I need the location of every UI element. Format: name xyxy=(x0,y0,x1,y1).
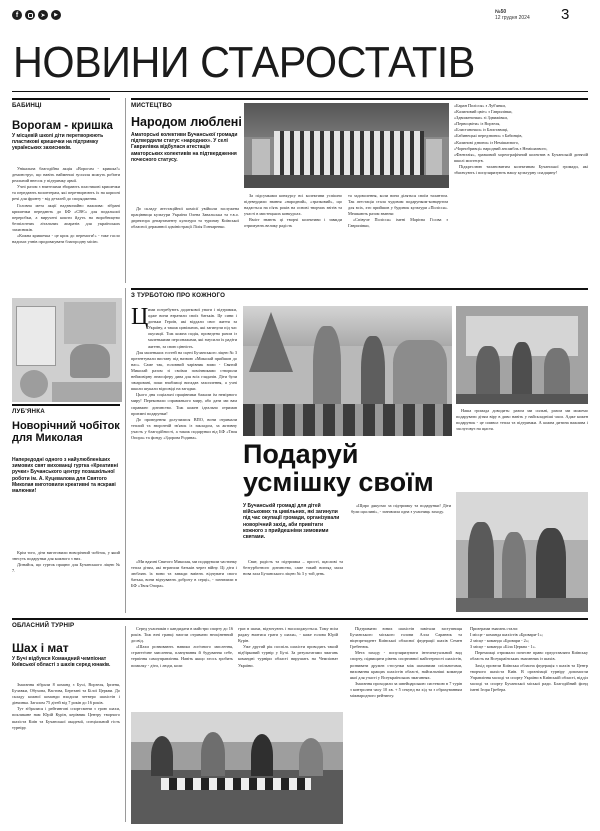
children-event-photo xyxy=(243,306,452,436)
page-title: НОВИНИ СТАРОСТАТІВ xyxy=(13,38,475,87)
paragraph: Змагання проходили за швейцарською системою в 7 турів з контролем часу 10 хв. + 5 секунд на хід та з обрахуванням міжнародного рейтингу. xyxy=(350,680,462,699)
body-mystetstvo-3 xyxy=(348,193,448,283)
lead-mystetstvo: Аматорські колективи Бучанської громади підтвердили статус «народних». У селі Гаврилівка відбулася атестація аматорських колективів на підтвердження почесного статусу. xyxy=(131,132,238,163)
section-bar xyxy=(131,98,588,100)
body-turbota-3 xyxy=(243,559,343,611)
issue-date: 12 грудня 2024 xyxy=(495,15,530,21)
paragraph: «Співуче Полісся» імені Марієва Гісова з Гаврилівки, xyxy=(348,217,448,229)
list-item: І місце - команда шахістів «Бровари-1»; xyxy=(470,632,543,638)
lead-babyntsi: У місцевій школі діти перетворюють пластикові кришечки на підтримку українських захисників. xyxy=(12,133,104,152)
section-label-mystetstvo: МИСТЕЦТВО xyxy=(131,102,173,109)
headline-mystetstvo: Народом люблені xyxy=(131,115,242,129)
body-turbota-right xyxy=(456,408,588,486)
paragraph: «Кожна кришечка - це крок до перемоги!» - таке гасло надихає учнів продовжувати благородну місію. xyxy=(12,233,120,245)
section-bar xyxy=(12,618,588,620)
list-item: «Блистаночки» із Блиставиці, xyxy=(454,127,509,133)
body-mystetstvo-1 xyxy=(131,206,239,282)
paragraph: Наша громада доводить: разом ми сильні, разом ми можемо подарувати дітям віру в диво навіть у найскладніші часи. Адже кожен подарунок - це символ тепла та підтримки. А кожна дитина важлива і заслуговує на щастя. xyxy=(456,408,588,432)
paragraph: «Шахи розвивають навики логічного мислення, стратегічне мислення, планування й будування себе, терпіння самоуправління. Навіть якщо хтось зробить помилку - діти, і люди, коли xyxy=(131,644,233,668)
lead-turbota: У Бучанській громаді для дітей військових та цивільних, які загинули під час окупації громади, організували новорічний захід, аби привітати кожного з прийдешніми зимовими святами. xyxy=(243,503,340,541)
headline-lubianka: Новорічний чобіток для Миколая xyxy=(12,420,120,444)
gifts-photo xyxy=(456,492,588,612)
youtube-icon[interactable]: ▶ xyxy=(51,10,61,20)
lead-tournament: У Бучі відбувся Командний чемпіонат Київської області з шахів серед юнаків. xyxy=(12,656,111,669)
paragraph: Цього дня соціальні працівники бажали їм немірного миру! Переконали справжнього миру, або дати ми вам справжнє дитинство. Тож кожен ідеально отримав приємні подарунки! xyxy=(131,392,237,416)
paragraph: Дізнайся, що гурток працює для Бучанського ліцею № 7. xyxy=(12,562,120,574)
telegram-icon[interactable]: ➤ xyxy=(38,10,48,20)
headline-tournament: Шах і мат xyxy=(12,641,69,655)
section-bar xyxy=(131,288,588,290)
headline-babyntsi: Ворогам - кришка xyxy=(12,120,113,132)
paragraph: До складу атестаційної комісії увійшли заслужена працівниця культури України Олена Завальська та т.в.о. директора департаменту культури та туризму Київської обласної державної адміністрації Лілія Гончаренко. xyxy=(131,206,239,230)
body-babyntsi xyxy=(12,166,120,294)
paragraph: Тут зібралися і рейтингові спортсмени з грою шахи, покликане нам Юрій Курін, керівник Центру творчого шахіста Київ та Бучанської академії, спеціальний гість турніру. xyxy=(12,706,120,730)
paragraph: грає в шахи, відточують і насолоджується. Тому всім раджу вчитися грати у шахи», - каже голова Юрій Курін. xyxy=(238,626,338,644)
paragraph: Учні разом з вчителями збирають пластикові кришечки та передають волонтерам, які перетворюють їх на корисні речі для фронту - від деталей до спорядження. xyxy=(12,184,120,202)
paragraph: ими потребують додаткової уваги і підтримки, адже вони втратили своїх батьків. Це сини і доньки Героїв, які віддали своє життя за Україну, а також цивільних, які загинули під час окупації. Тож кожна подія, проведена разом із маленькими персонажами, які змусили їх радіти життю, за свою цінність. xyxy=(148,307,237,349)
body-turbota-2 xyxy=(131,559,237,613)
facebook-icon[interactable]: f xyxy=(12,10,22,20)
column-rule xyxy=(125,98,126,283)
social-icons xyxy=(12,10,61,22)
body-mystetstvo-list xyxy=(454,103,588,283)
list-item: «Калиновий цвіт» з Гаврилівки, xyxy=(454,109,513,115)
body-lubianka xyxy=(12,550,120,610)
paragraph: Призерами змагань стали: xyxy=(470,626,518,631)
instagram-icon[interactable] xyxy=(25,10,35,20)
paragraph: Підкреслюю талановитим колективам Бучанської громади, які збагачують і популяризують нашу культурну спадщину! xyxy=(454,163,588,176)
section-label-tournament: ОБЛАСНИЙ ТУРНІР xyxy=(12,622,75,629)
section-label-turbota: З ТУРБОТОЮ ПРО КОЖНОГО xyxy=(131,292,226,299)
body-turbota-1 xyxy=(131,304,237,555)
paragraph: Змагання зібрали 8 команд з Бучі, Ворзеля, Ірпеня, Бучавки, Обухова, Вастова, Березані та Білої Церкви. До складу кожної команди входили четверо шахістів і дівчинка. Загалом 75 дітей від 7 років до 16 років. xyxy=(12,682,120,706)
list-item: 2 місце - команда «Бровари - 2»; xyxy=(470,638,530,644)
paragraph: Уже другий рік поспіль шахісти проводять такий відбірковий турнір у Бучі. За результатами змагань командні турніри області вирушать на Чемпіонат України. xyxy=(238,644,338,668)
paragraph: Переможці отримали почесне право представляти Київську область на Всеукраїнських змаганнях із шахів. xyxy=(470,650,588,662)
body-tournament-2 xyxy=(131,626,233,708)
paragraph: Серед учасників є кандидати в майстри спорту до 16 років. Тож юні гравці змогли отримати неоціненний досвід. xyxy=(131,626,233,644)
babyntsi-photo xyxy=(12,298,122,402)
paragraph: Унікальна благодійна акція «Ворогам - кришка!» демонструє, що навіть найменші зусилля можуть робити реальний внесок у підтримку армії. xyxy=(12,166,120,184)
issue-info xyxy=(495,9,555,21)
paragraph: Головна мета акції надзвичайно важлива: зібрані кришечки передають до БФ «СВЄ» для подальшої переробки, а виручені кошти йдуть на виробництво безпілотних літальних апаратів для українських захисників. xyxy=(12,202,120,232)
column-rule xyxy=(125,626,126,822)
choir-photo xyxy=(244,103,449,188)
section-bar xyxy=(12,98,110,100)
paragraph: До проведення долучилися ВПО, вони отримали теплий та зворотній зв'язок із закладом, за активну участь у благодійності, а також подарунки від БФ «Твоя Опора» та фонду «Здорова Родина». xyxy=(131,416,237,440)
body-tournament-1 xyxy=(12,682,120,822)
paragraph: Для маленьких гостей на сцені Бучанського ліцею № 3 презентували виставу під назвою «Миколай прийшов до нас». Саме так, головний чарівник зими - Святий Миколай разом зі своїми помічниками створили неймовірну атмосферу дива для всіх глядачів. Діти були зачаровані, поки вчаблищі вигадав захоплення, а учні школи шукали відповіді на загадки. xyxy=(131,349,237,392)
section-label-lubianka: ЛУБ'ЯНКА xyxy=(12,408,45,415)
paragraph: Крім того, діти виготовили новорічний чобіток, у який знесуть подарунки для кожного з них. xyxy=(12,550,120,562)
list-item: «Чорнобривці» народний ансамбль з Немішаєвого, xyxy=(454,145,548,151)
paragraph: «Щиро дякуємо за підтримку та подарунки! Діти були щасливі», - зазначила одна з учасниць заходу. xyxy=(351,503,451,515)
list-item: «Баран Полісся» з Луб'янки, xyxy=(454,103,506,108)
list-item: «Калинові дзвони» із Немішаєвого, xyxy=(454,139,519,145)
section-label-babyntsi: БАБИНЦІ xyxy=(12,102,42,109)
body-tournament-4 xyxy=(350,626,462,822)
title-underline xyxy=(12,91,588,92)
list-item: «Первоцвіти» із Ворзеля, xyxy=(454,121,501,127)
section-bar xyxy=(12,404,120,406)
issue-number: №50 xyxy=(495,9,507,15)
paragraph: Свят, радість та підтримка – прості, щасливі та безтурботного дитинства, саме такий вигляд мала нова зала Бучанського ліцею № 3 у той день. xyxy=(243,559,343,577)
paragraph: За підсумками конкурсу всі колективи успішно підтвердили звання «народний», «зразковий», що надається на п'ять років на основі творчих звітів та участі в мистецьких конкурсах. xyxy=(244,193,342,217)
dropcap: Ц xyxy=(131,304,149,330)
list-item: «Здвиженочки» зі Здвижівки, xyxy=(454,115,508,121)
list-item: 3 місце - команда «Біла Церква - 1». xyxy=(470,644,536,650)
body-tournament-5 xyxy=(470,626,588,822)
headline-turbota: Подаруй усмішку своїм xyxy=(243,439,434,497)
lead-lubianka: Напередодні одного з найулюбленіших зимових свят вихованці гуртка «Креативні ручки» Бучанського центру позашкільної роботи ім. А. Куцевалова для Святого Миколая виготовили креативні та яскраві малюнки! xyxy=(12,457,118,495)
chess-photo xyxy=(131,712,343,824)
list-item: «Фантазія», зразковий хореографічний колектив в Бучанській дитячій школі мистецтв. xyxy=(454,151,588,163)
body-tournament-3 xyxy=(238,626,338,708)
list-item: «Бабинецькі передзвони» з Бабинців, xyxy=(454,133,523,139)
body-mystetstvo-2 xyxy=(244,193,342,283)
paragraph: Захід провели Київська обласна федерація з шахів та Центр творчого шахіста Київ. В організації турніру допомогли Управління молоді та спорту України в Київській області, відділ молоді та спорту Бучанської міської ради. Благодійний фонд імені Ігоря Гребера. xyxy=(470,662,588,692)
body-turbota-quote xyxy=(351,503,451,543)
page-number: 3 xyxy=(561,6,570,23)
paragraph: «Ми вдячні Святого Миколая, ми подарували частинку тепла дітям, які втратили батьків через війну. Ці діти і люблять їх вони та завжди вміють відчувати свого батька, вони відчувають доброту в серці», - зазначили в БФ «Твоя Опора». xyxy=(131,559,237,589)
paragraph: Підтримати юних шахістів завітали заступниця Бучанського міського голови Алла Саранюк та віцепрезидент Київської обласної федерації шахів Семен Гребенюк. xyxy=(350,626,462,650)
paragraph: Вміст знають ці творчі колективи і завжди отримують велику радість xyxy=(244,217,342,229)
column-rule xyxy=(125,288,126,613)
stage-photo xyxy=(456,306,588,404)
paragraph: Мета заходу - популяризувати інтелектуальний вид спорту, підвищити рівень спортивної майстерності шахістів, розвивати дружнє стосунки між шаховими спільнотами, виховання кращих шахістів області, найсильніші команди якої для участі у Всеукраїнських змаганнях. xyxy=(350,650,462,680)
paragraph: та задоволення, коли вони діляться своїм талантом. Так атестація стала чудовим подарунком-концертом для всіх, хто прийшов у будинок культури «Полісся». Мешкають разом звання: xyxy=(348,193,448,217)
